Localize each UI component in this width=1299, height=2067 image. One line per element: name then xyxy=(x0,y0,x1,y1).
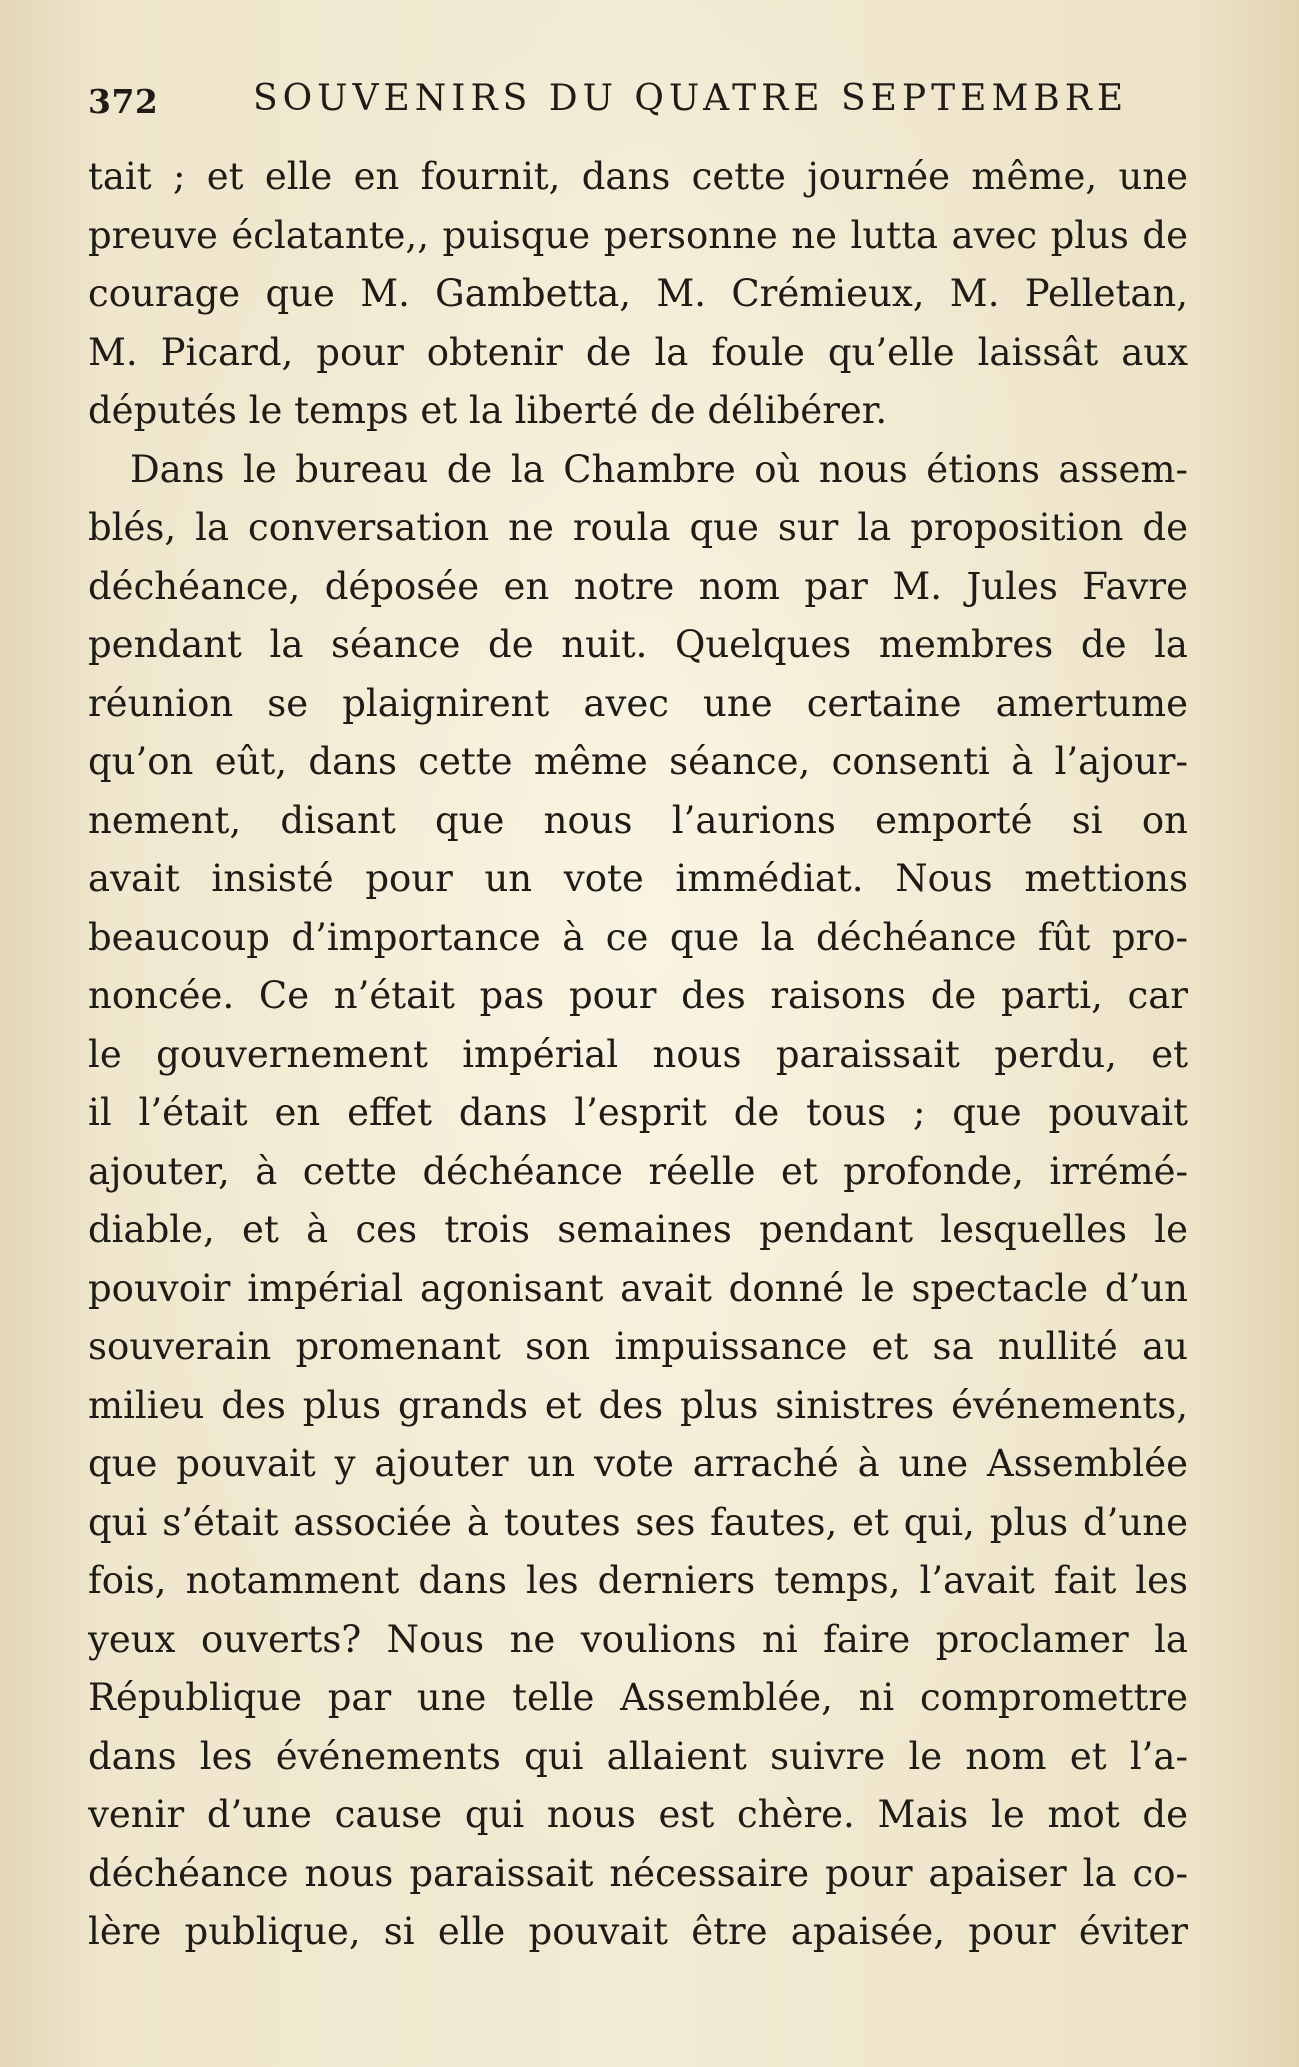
running-head xyxy=(88,72,1129,132)
text-line: beaucoup d’importance à ce que la déchéance fût pro- xyxy=(88,915,1188,959)
text-line: que pouvait y ajouter un vote arraché à une Assemblée xyxy=(88,1442,1188,1485)
text-line: déchéance nous paraissait nécessaire pour apaiser la co- xyxy=(88,1851,1188,1895)
text-line: souverain promenant son impuissance et sa nullité au xyxy=(88,1325,1188,1368)
page-number: 372 xyxy=(88,82,159,121)
text-line: République par une telle Assemblée, ni compromettre xyxy=(88,1676,1188,1719)
text-line: fois, notamment dans les derniers temps, l’avait fait les xyxy=(88,1559,1188,1602)
text-line: avait insisté pour un vote immédiat. Nous mettions xyxy=(88,857,1188,900)
text-line: courage que M. Gambetta, M. Crémieux, M. Pelletan, xyxy=(88,272,1188,315)
text-line: le gouvernement impérial nous paraissait perdu, et xyxy=(88,1032,1188,1076)
text-line: preuve éclatante,, puisque personne ne lutta avec plus de xyxy=(88,213,1188,257)
text-line: tait ; et elle en fournit, dans cette journée même, une xyxy=(88,155,1188,198)
text-line: pendant la séance de nuit. Quelques membres de la xyxy=(88,623,1188,666)
text-line: réunion se plaignirent avec une certaine amertume xyxy=(88,681,1188,725)
text-line: blés, la conversation ne roula que sur la proposition de xyxy=(88,506,1188,549)
text-line: il l’était en effet dans l’esprit de tous ; que pouvait xyxy=(88,1091,1188,1134)
text-line: ajouter, à cette déchéance réelle et profonde, irrémé- xyxy=(88,1149,1188,1193)
text-line: venir d’une cause qui nous est chère. Mais le mot de xyxy=(88,1793,1188,1836)
paragraph-first-line: Dans le bureau de la Chambre où nous étions assem- xyxy=(130,447,1188,491)
text-line: lère publique, si elle pouvait être apaisée, pour éviter xyxy=(88,1910,1188,1953)
text-line: dans les événements qui allaient suivre le nom et l’a- xyxy=(88,1734,1188,1778)
text-line: diable, et à ces trois semaines pendant lesquelles le xyxy=(88,1208,1188,1251)
text-line: yeux ouverts? Nous ne voulions ni faire proclamer la xyxy=(88,1617,1188,1661)
text-line: pouvoir impérial agonisant avait donné le spectacle d’un xyxy=(88,1266,1188,1310)
text-line: nement, disant que nous l’aurions emporté si on xyxy=(88,798,1188,842)
text-line: qu’on eût, dans cette même séance, consenti à l’ajour- xyxy=(88,740,1188,783)
paragraph-end-line: députés le temps et la liberté de délibérer. xyxy=(88,389,888,432)
running-title: SOUVENIRS DU QUATRE SEPTEMBRE xyxy=(253,78,1129,119)
text-line: déchéance, déposée en notre nom par M. Jules Favre xyxy=(88,564,1188,608)
body-text xyxy=(88,148,1188,1962)
text-line: milieu des plus grands et des plus sinistres événements, xyxy=(88,1383,1188,1427)
text-line: qui s’était associée à toutes ses fautes, et qui, plus d’une xyxy=(88,1500,1188,1544)
text-line: noncée. Ce n’était pas pour des raisons de parti, car xyxy=(88,974,1188,1017)
text-line: M. Picard, pour obtenir de la foule qu’elle laissât aux xyxy=(88,330,1188,374)
